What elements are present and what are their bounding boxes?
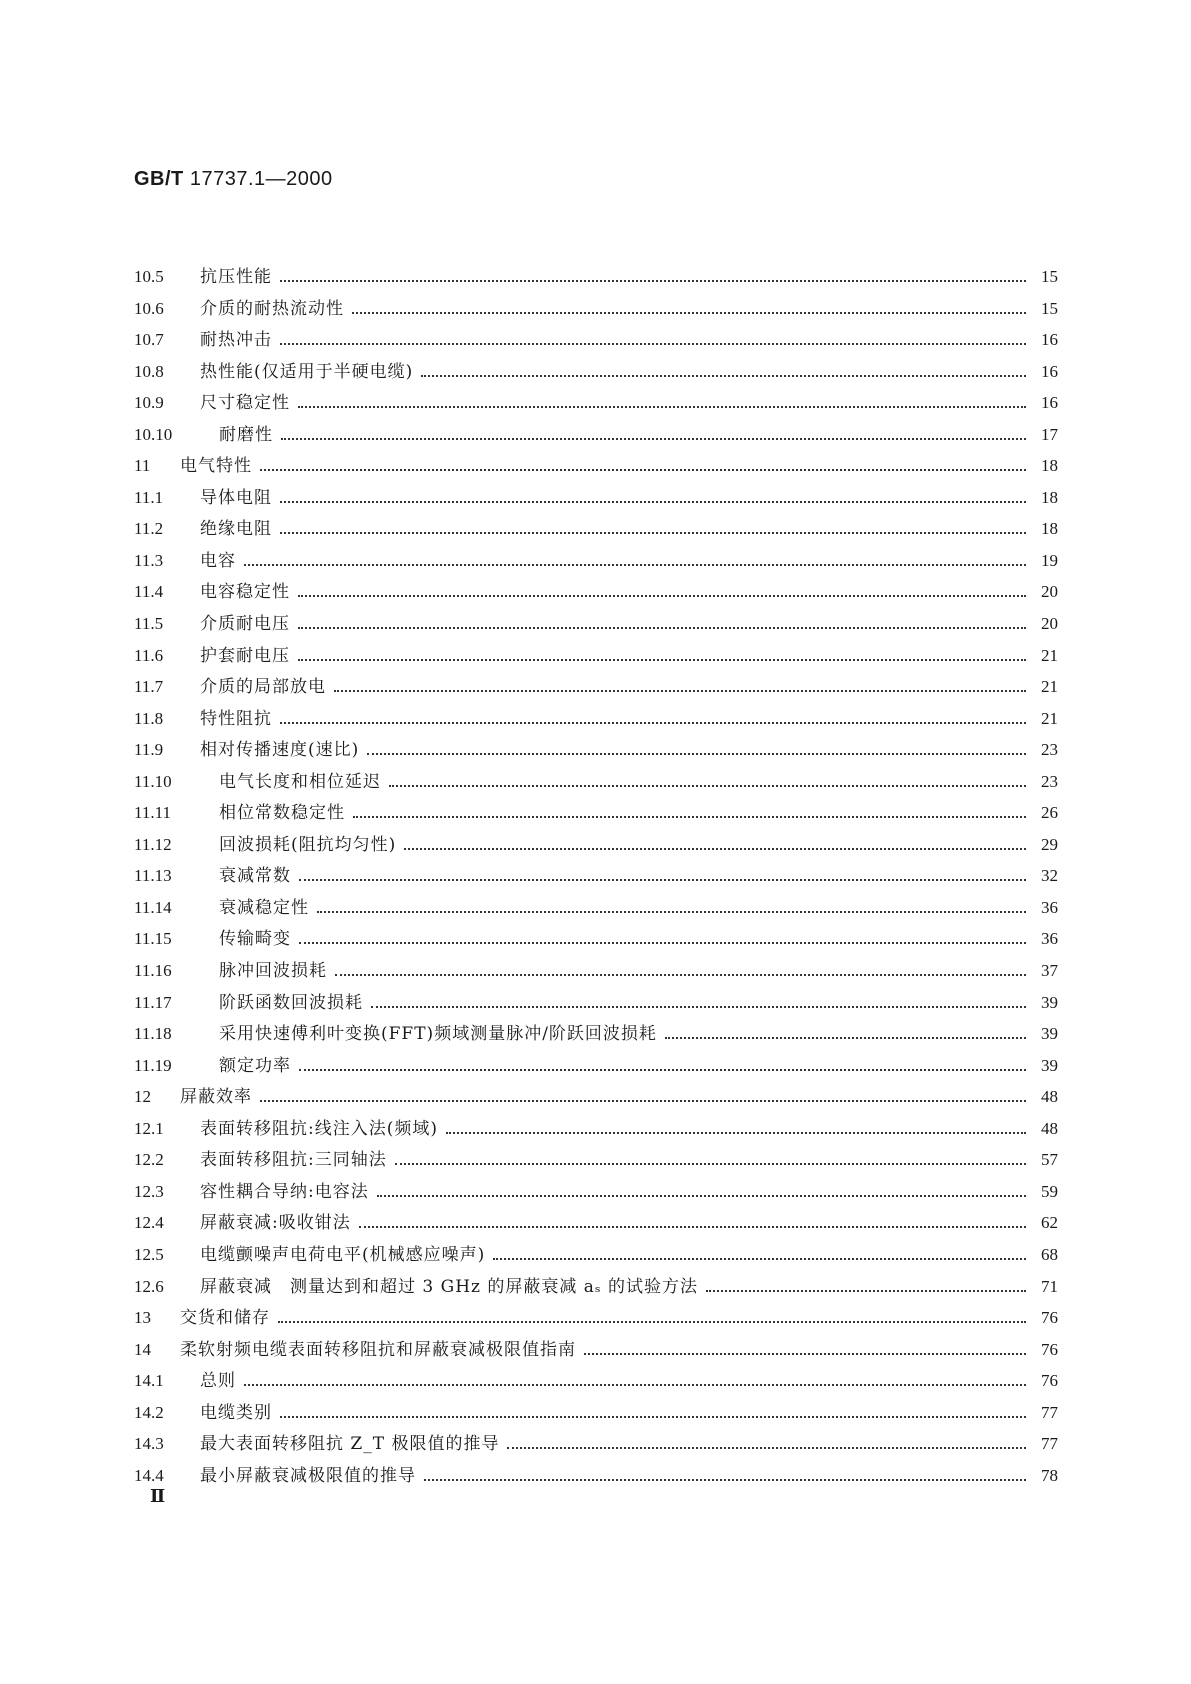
toc-entry-title: 电缆颤噪声电荷电平(机械感应噪声) [200, 1244, 486, 1265]
toc-dot-leader [404, 848, 1026, 850]
toc-entry[interactable] [134, 704, 1058, 736]
toc-entry-title: 屏蔽衰减 测量达到和超过 3 GHz 的屏蔽衰减 aₛ 的试验方法 [200, 1276, 699, 1297]
toc-entry-page: 18 [1041, 456, 1058, 476]
toc-entry[interactable] [134, 388, 1058, 420]
toc-dot-leader [280, 280, 1026, 282]
toc-entry-page: 77 [1041, 1434, 1058, 1454]
toc-entry-page: 39 [1041, 1055, 1058, 1075]
toc-entry-number: 11.1 [134, 487, 164, 507]
toc-dot-leader [299, 879, 1026, 881]
toc-dot-leader [334, 690, 1026, 692]
toc-dot-leader [706, 1290, 1026, 1292]
toc-entry[interactable] [134, 1398, 1058, 1430]
toc-dot-leader [244, 1384, 1026, 1386]
toc-dot-leader [280, 532, 1026, 534]
toc-dot-leader [507, 1447, 1026, 1449]
toc-entry-page: 23 [1041, 771, 1058, 791]
toc-entry-page: 15 [1041, 267, 1058, 286]
toc-entry-number: 11.18 [134, 1024, 172, 1044]
toc-entry-title: 特性阻抗 [200, 708, 272, 729]
toc-entry-number: 11.3 [134, 550, 164, 570]
toc-entry-page: 20 [1041, 582, 1058, 602]
toc-entry[interactable] [134, 325, 1058, 357]
toc-entry-number: 14.3 [134, 1434, 164, 1454]
toc-entry-number: 12.6 [134, 1276, 164, 1296]
toc-entry[interactable] [134, 1019, 1058, 1051]
toc-entry[interactable] [134, 483, 1058, 515]
toc-entry-number: 12.1 [134, 1118, 164, 1138]
toc-entry[interactable] [134, 1177, 1058, 1209]
toc-entry-number: 10.9 [134, 393, 164, 413]
toc-entry-number: 12.4 [134, 1213, 164, 1233]
toc-entry-page: 48 [1041, 1087, 1058, 1107]
toc-entry-page: 48 [1041, 1118, 1058, 1138]
toc-entry-number: 11.5 [134, 614, 164, 634]
toc-entry-page: 21 [1041, 645, 1058, 665]
toc-entry-page: 17 [1041, 424, 1058, 444]
toc-entry-page: 39 [1041, 992, 1058, 1012]
toc-entry-title: 护套耐电压 [200, 645, 290, 666]
toc-entry[interactable] [134, 924, 1058, 956]
toc-entry-title: 介质耐电压 [200, 614, 290, 635]
toc-entry-title: 介质的耐热流动性 [200, 298, 344, 319]
toc-entry-number: 11.13 [134, 866, 172, 886]
toc-entry[interactable] [134, 893, 1058, 925]
toc-entry-title: 容性耦合导纳:电容法 [200, 1181, 369, 1202]
toc-entry-number: 10.6 [134, 298, 164, 318]
toc-entry-number: 11.2 [134, 519, 164, 539]
toc-entry[interactable] [134, 1335, 1058, 1367]
toc-entry-page: 78 [1041, 1465, 1058, 1485]
toc-entry-number: 14.2 [134, 1402, 164, 1422]
toc-dot-leader [260, 1100, 1026, 1102]
toc-entry[interactable] [134, 451, 1058, 483]
toc-dot-leader [281, 438, 1026, 440]
toc-entry[interactable] [134, 294, 1058, 326]
toc-entry[interactable] [134, 830, 1058, 862]
toc-dot-leader [359, 1226, 1026, 1228]
toc-entry-number: 11.16 [134, 961, 172, 981]
toc-entry[interactable] [134, 1082, 1058, 1114]
toc-entry-page: 76 [1041, 1308, 1058, 1328]
toc-entry-title: 阶跃函数回波损耗 [219, 992, 363, 1013]
toc-entry-title: 交货和储存 [180, 1308, 270, 1329]
toc-entry[interactable] [134, 262, 1058, 294]
toc-dot-leader [335, 974, 1026, 976]
toc-entry-title: 绝缘电阻 [200, 519, 272, 540]
toc-entry[interactable] [134, 988, 1058, 1020]
toc-dot-leader [298, 595, 1026, 597]
toc-entry[interactable] [134, 861, 1058, 893]
toc-entry-title: 电气特性 [180, 456, 252, 477]
toc-entry-number: 11.11 [134, 803, 171, 823]
toc-entry-title: 屏蔽衰减:吸收钳法 [200, 1213, 351, 1234]
toc-dot-leader [299, 1069, 1026, 1071]
toc-entry-number: 11.10 [134, 771, 172, 791]
toc-entry-title: 总则 [200, 1371, 236, 1392]
toc-entry-title: 导体电阻 [200, 487, 272, 508]
toc-entry[interactable] [134, 1303, 1058, 1335]
table-of-contents [134, 262, 1058, 1492]
toc-entry[interactable] [134, 956, 1058, 988]
toc-entry[interactable] [134, 641, 1058, 673]
toc-dot-leader [395, 1163, 1026, 1165]
toc-entry-page: 36 [1041, 897, 1058, 917]
toc-dot-leader [371, 1006, 1026, 1008]
toc-entry-number: 10.7 [134, 330, 164, 350]
toc-dot-leader [280, 501, 1026, 503]
toc-entry-title: 回波损耗(阻抗均匀性) [219, 834, 397, 855]
toc-entry-number: 14.4 [134, 1465, 164, 1485]
toc-dot-leader [298, 659, 1026, 661]
toc-dot-leader [352, 312, 1026, 314]
toc-dot-leader [298, 406, 1026, 408]
toc-entry-page: 39 [1041, 1024, 1058, 1044]
toc-entry-page: 68 [1041, 1244, 1058, 1264]
toc-entry-title: 传输畸变 [219, 929, 291, 950]
toc-dot-leader [260, 469, 1026, 471]
toc-entry-page: 18 [1041, 487, 1058, 507]
toc-entry-page: 76 [1041, 1371, 1058, 1391]
toc-entry-number: 12.5 [134, 1244, 164, 1264]
toc-entry-title: 电容 [200, 550, 236, 571]
toc-entry-number: 11.17 [134, 992, 172, 1012]
toc-dot-leader [377, 1195, 1026, 1197]
toc-dot-leader [421, 375, 1026, 377]
toc-entry-number: 13 [134, 1308, 151, 1328]
toc-entry-number: 12.3 [134, 1181, 164, 1201]
toc-entry-number: 11.12 [134, 834, 172, 854]
toc-dot-leader [424, 1479, 1026, 1481]
toc-entry-page: 29 [1041, 834, 1058, 854]
toc-entry-title: 电容稳定性 [200, 582, 290, 603]
toc-entry-number: 14 [134, 1339, 151, 1359]
toc-entry-title: 电气长度和相位延迟 [219, 771, 381, 792]
toc-entry-page: 20 [1041, 614, 1058, 634]
toc-entry-page: 19 [1041, 550, 1058, 570]
toc-entry-title: 屏蔽效率 [180, 1087, 252, 1108]
toc-entry-page: 36 [1041, 929, 1058, 949]
standard-number: 17737.1—2000 [189, 168, 333, 190]
toc-dot-leader [665, 1037, 1026, 1039]
toc-entry-page: 37 [1041, 961, 1058, 981]
toc-dot-leader [493, 1258, 1026, 1260]
toc-entry-number: 11 [134, 456, 151, 476]
toc-entry[interactable] [134, 1461, 1058, 1493]
toc-entry-page: 59 [1041, 1181, 1058, 1201]
toc-dot-leader [389, 785, 1026, 787]
toc-entry[interactable] [134, 798, 1058, 830]
toc-entry-number: 11.9 [134, 740, 164, 760]
toc-entry[interactable] [134, 1240, 1058, 1272]
toc-entry-title: 抗压性能 [200, 267, 272, 287]
toc-entry[interactable] [134, 609, 1058, 641]
toc-entry-number: 12 [134, 1087, 151, 1107]
toc-entry-number: 11.6 [134, 645, 164, 665]
toc-entry-title: 采用快速傅利叶变换(FFT)频域测量脉冲/阶跃回波损耗 [219, 1024, 657, 1045]
toc-entry-title: 额定功率 [219, 1055, 291, 1076]
toc-entry-title: 电缆类别 [200, 1402, 272, 1423]
toc-entry-number: 14.1 [134, 1371, 164, 1391]
toc-dot-leader [280, 343, 1026, 345]
toc-entry-title: 衰减常数 [219, 866, 291, 887]
toc-entry-number: 11.8 [134, 708, 164, 728]
toc-entry-title: 热性能(仅适用于半硬电缆) [200, 361, 414, 382]
toc-entry-number: 10.5 [134, 267, 164, 286]
toc-dot-leader [584, 1353, 1026, 1355]
toc-entry[interactable] [134, 514, 1058, 546]
toc-entry-page: 21 [1041, 677, 1058, 697]
toc-dot-leader [298, 627, 1026, 629]
toc-entry[interactable] [134, 1429, 1058, 1461]
toc-entry-number: 11.14 [134, 897, 172, 917]
toc-entry-title: 柔软射频电缆表面转移阻抗和屏蔽衰减极限值指南 [180, 1339, 576, 1360]
toc-entry[interactable] [134, 1145, 1058, 1177]
toc-entry-number: 12.2 [134, 1150, 164, 1170]
toc-entry[interactable] [134, 1051, 1058, 1083]
standard-code-header [134, 168, 333, 191]
toc-entry-page: 26 [1041, 803, 1058, 823]
toc-entry-title: 尺寸稳定性 [200, 393, 290, 414]
toc-entry-number: 11.19 [134, 1055, 172, 1075]
toc-entry-page: 21 [1041, 708, 1058, 728]
toc-entry-number: 11.4 [134, 582, 164, 602]
toc-entry-page: 76 [1041, 1339, 1058, 1359]
toc-entry[interactable] [134, 767, 1058, 799]
toc-entry-page: 62 [1041, 1213, 1058, 1233]
toc-dot-leader [446, 1132, 1026, 1134]
toc-entry[interactable] [134, 546, 1058, 578]
toc-entry[interactable] [134, 420, 1058, 452]
toc-entry-number: 10.10 [134, 424, 173, 444]
toc-entry-title: 表面转移阻抗:线注入法(频域) [200, 1118, 438, 1139]
toc-entry-page: 16 [1041, 393, 1058, 413]
toc-entry-title: 介质的局部放电 [200, 677, 326, 698]
toc-entry-page: 32 [1041, 866, 1058, 886]
toc-entry-title: 最大表面转移阻抗 Z_T 极限值的推导 [200, 1434, 500, 1455]
toc-entry-title: 耐磨性 [219, 424, 273, 445]
toc-entry[interactable] [134, 672, 1058, 704]
toc-entry-page: 57 [1041, 1150, 1058, 1170]
toc-entry-title: 最小屏蔽衰减极限值的推导 [200, 1465, 416, 1486]
page-number: Ⅱ [150, 1486, 166, 1506]
toc-dot-leader [317, 911, 1026, 913]
toc-dot-leader [280, 722, 1026, 724]
toc-entry-page: 16 [1041, 361, 1058, 381]
toc-dot-leader [244, 564, 1026, 566]
toc-entry[interactable] [134, 1272, 1058, 1304]
standard-prefix: GB/T [134, 168, 184, 190]
toc-entry-number: 11.15 [134, 929, 172, 949]
toc-entry-page: 18 [1041, 519, 1058, 539]
toc-entry-title: 表面转移阻抗:三同轴法 [200, 1150, 387, 1171]
toc-entry[interactable] [134, 1208, 1058, 1240]
toc-entry[interactable] [134, 357, 1058, 389]
toc-entry-number: 11.7 [134, 677, 164, 697]
toc-entry-number: 10.8 [134, 361, 164, 381]
toc-entry-title: 衰减稳定性 [219, 897, 309, 918]
toc-entry-title: 脉冲回波损耗 [219, 961, 327, 982]
toc-entry-page: 71 [1041, 1276, 1058, 1296]
toc-entry-title: 耐热冲击 [200, 330, 272, 351]
toc-dot-leader [367, 753, 1026, 755]
toc-dot-leader [278, 1321, 1026, 1323]
toc-entry[interactable] [134, 577, 1058, 609]
toc-entry-page: 77 [1041, 1402, 1058, 1422]
toc-dot-leader [299, 942, 1026, 944]
toc-entry-page: 16 [1041, 330, 1058, 350]
toc-dot-leader [353, 816, 1026, 818]
toc-entry-title: 相对传播速度(速比) [200, 740, 360, 761]
toc-dot-leader [280, 1416, 1026, 1418]
toc-entry[interactable] [134, 1366, 1058, 1398]
toc-entry[interactable] [134, 735, 1058, 767]
toc-entry-page: 23 [1041, 740, 1058, 760]
toc-entry[interactable] [134, 1114, 1058, 1146]
toc-entry-page: 15 [1041, 298, 1058, 318]
toc-entry-title: 相位常数稳定性 [219, 803, 345, 824]
